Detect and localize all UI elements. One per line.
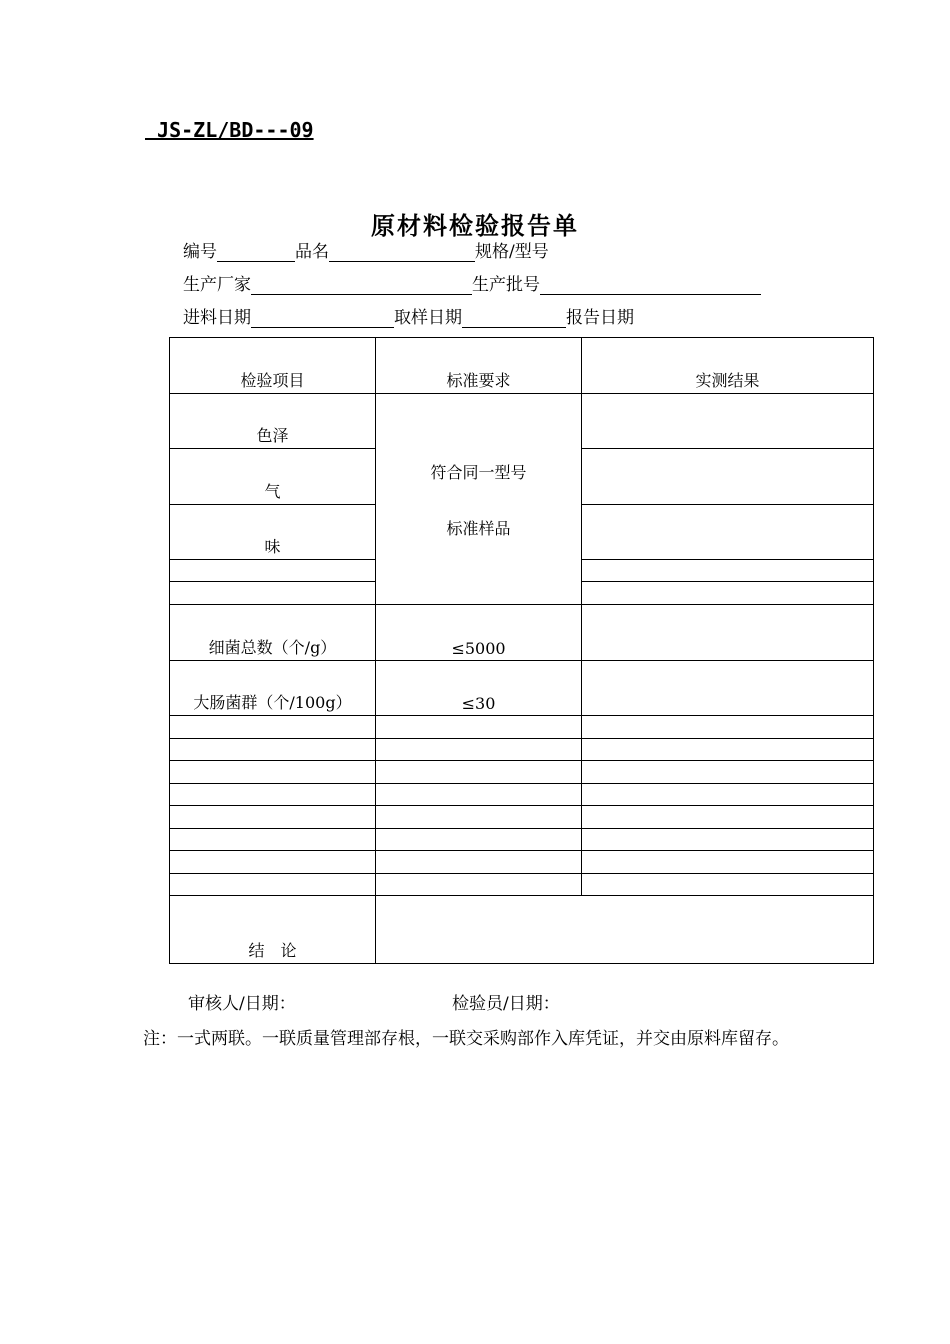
table-row	[170, 761, 874, 784]
standard-cell[interactable]	[376, 851, 582, 874]
spec-label: 规格/型号	[475, 242, 549, 262]
header-item: 检验项目	[170, 338, 376, 394]
result-cell[interactable]	[582, 851, 874, 874]
footnote: 注：一式两联。一联质量管理部存根，一联交采购部作入库凭证，并交由原料库留存。	[143, 1029, 789, 1049]
result-cell[interactable]	[582, 505, 874, 560]
header-row-1	[183, 240, 549, 262]
result-cell[interactable]	[582, 394, 874, 449]
table-row	[170, 806, 874, 829]
result-cell[interactable]	[582, 605, 874, 661]
header-standard: 标准要求	[376, 338, 582, 394]
result-cell[interactable]	[582, 829, 874, 851]
sampling-date-label: 取样日期	[394, 308, 462, 328]
standard-cell[interactable]	[376, 806, 582, 829]
item-smell: 气	[170, 449, 376, 505]
inspector-signature: 检验员/日期：	[452, 994, 560, 1014]
item-cell[interactable]	[170, 829, 376, 851]
item-cell[interactable]	[170, 560, 376, 582]
result-cell[interactable]	[582, 560, 874, 582]
item-cell[interactable]	[170, 761, 376, 784]
sensory-standard-line-1: 符合同一型号	[430, 462, 527, 482]
table-row	[170, 661, 874, 716]
table-row	[170, 394, 874, 449]
item-cell[interactable]	[170, 851, 376, 874]
item-color: 色泽	[170, 394, 376, 449]
item-total-bacteria: 细菌总数（个/g）	[170, 605, 376, 661]
product-field[interactable]	[329, 243, 475, 262]
inspection-table	[169, 337, 874, 964]
result-cell[interactable]	[582, 761, 874, 784]
sampling-date-field[interactable]	[462, 309, 566, 328]
header-row-2	[183, 273, 761, 295]
result-cell[interactable]	[582, 449, 874, 505]
item-cell[interactable]	[170, 806, 376, 829]
result-cell[interactable]	[582, 874, 874, 896]
table-row	[170, 784, 874, 806]
standard-cell[interactable]	[376, 761, 582, 784]
result-cell[interactable]	[582, 739, 874, 761]
manufacturer-field[interactable]	[251, 276, 472, 295]
item-cell[interactable]	[170, 739, 376, 761]
item-cell[interactable]	[170, 874, 376, 896]
result-cell[interactable]	[582, 582, 874, 605]
product-label: 品名	[295, 242, 329, 262]
standard-cell[interactable]	[376, 716, 582, 739]
serial-field[interactable]	[217, 243, 295, 262]
item-cell[interactable]	[170, 716, 376, 739]
table-header-row	[170, 338, 874, 394]
manufacturer-label: 生产厂家	[183, 275, 251, 295]
batch-field[interactable]	[540, 276, 761, 295]
item-cell[interactable]	[170, 582, 376, 605]
item-taste: 味	[170, 505, 376, 560]
sensory-standard	[376, 394, 582, 605]
standard-cell[interactable]	[376, 739, 582, 761]
item-cell[interactable]	[170, 784, 376, 806]
result-cell[interactable]	[582, 806, 874, 829]
item-coliform: 大肠菌群（个/100g）	[170, 661, 376, 716]
standard-total-bacteria: ≤5000	[376, 605, 582, 661]
incoming-date-label: 进料日期	[183, 308, 251, 328]
incoming-date-field[interactable]	[251, 309, 394, 328]
table-row	[170, 851, 874, 874]
standard-cell[interactable]	[376, 874, 582, 896]
table-row	[170, 829, 874, 851]
page-title: 原材料检验报告单	[371, 212, 579, 240]
table-row	[170, 605, 874, 661]
report-date-label: 报告日期	[566, 308, 634, 328]
conclusion-row	[170, 896, 874, 964]
result-cell[interactable]	[582, 716, 874, 739]
conclusion-cell[interactable]	[376, 896, 874, 964]
serial-label: 编号	[183, 242, 217, 262]
reviewer-signature: 审核人/日期：	[188, 994, 296, 1014]
document-code: JS-ZL/BD---09	[145, 118, 314, 142]
result-cell[interactable]	[582, 784, 874, 806]
header-row-3	[183, 306, 634, 328]
conclusion-label: 结 论	[170, 896, 376, 964]
table-row	[170, 739, 874, 761]
standard-cell[interactable]	[376, 829, 582, 851]
batch-label: 生产批号	[472, 275, 540, 295]
standard-cell[interactable]	[376, 784, 582, 806]
table-row	[170, 716, 874, 739]
header-result: 实测结果	[582, 338, 874, 394]
sensory-standard-line-2: 标准样品	[446, 518, 511, 538]
standard-coliform: ≤30	[376, 661, 582, 716]
table-row	[170, 874, 874, 896]
result-cell[interactable]	[582, 661, 874, 716]
